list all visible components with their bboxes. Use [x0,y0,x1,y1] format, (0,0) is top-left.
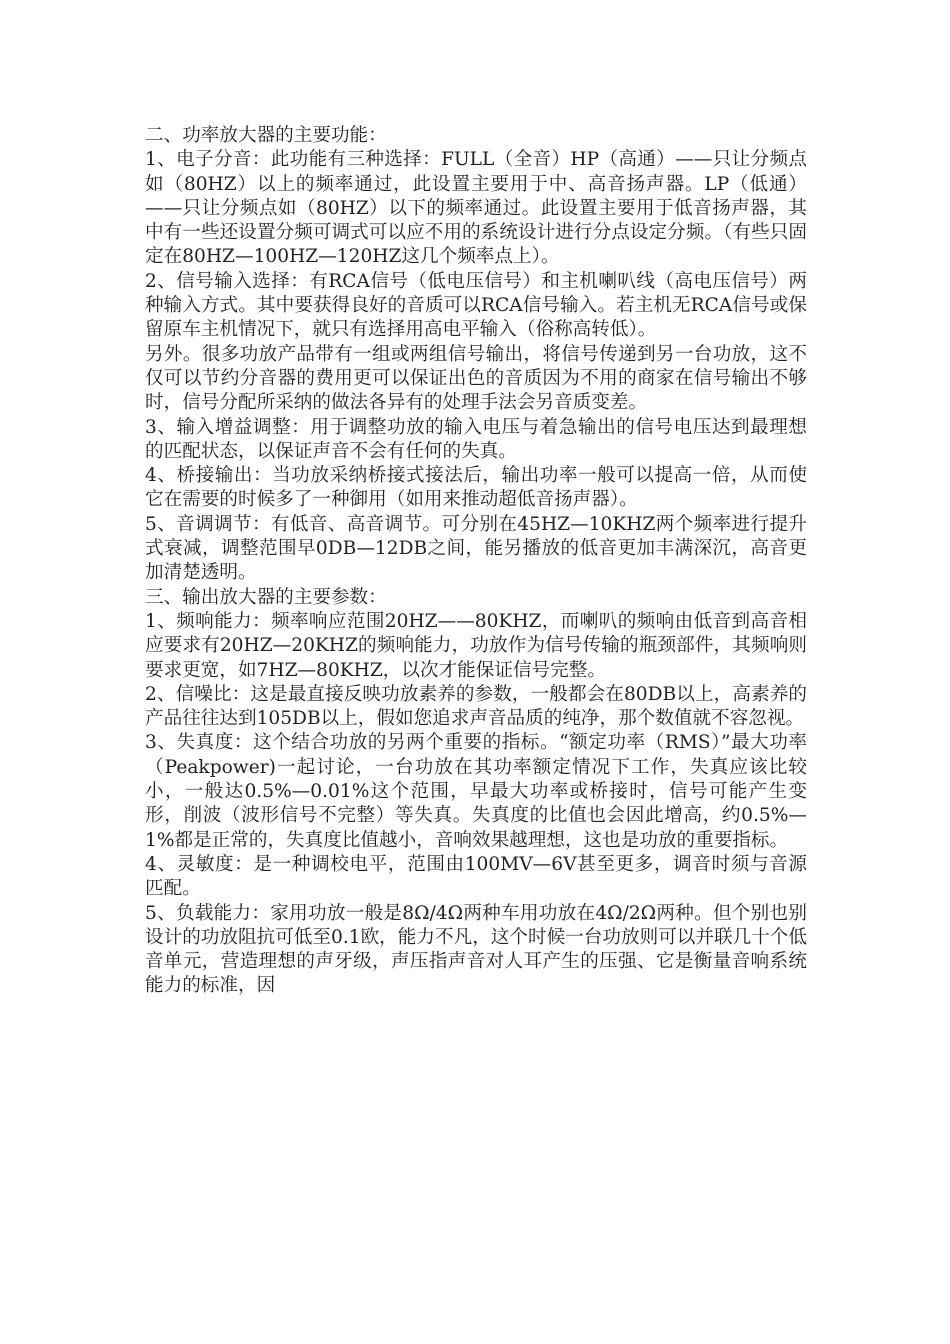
paragraph-tone-control: 5、音调调节：有低音、高音调节。可分别在45HZ—10KHZ两个频率进行提升式衰减，调整范围早0DB—12DB之间，能另播放的低音更加丰满深沉，高音更加清楚透明。 [145,513,807,584]
section-heading-parameters: 三、输出放大器的主要参数： [145,586,387,608]
paragraph-input-gain: 3、输入增益调整：用于调整功放的输入电压与着急输出的信号电压达到最理想的匹配状态，以保证声音不会有任何的失真。 [145,416,807,462]
document-body [145,124,807,999]
paragraph-sensitivity: 4、灵敏度：是一种调校电平，范围由100MV—6V甚至更多，调音时须与音源匹配。 [145,853,807,900]
section-heading-functions: 二、功率放大器的主要功能： [145,125,387,146]
paragraph-distortion: 3、失真度：这个结合功放的另两个重要的指标。“额定功率（RMS）”最大功率（Peakpower)一起讨论，一台功放在其功率额定情况下工作，失真应该比较小，一般达0.5%—0.01%这个范围，早最大功率或桥接时，信号可能产生变形，削波（波形信号不完整）等失真。失真度的比值也会因此增高，约0.5%—1%都是正常的，失真度比值越小，音响效果越理想，这也是功放的重要指标。 [145,732,807,851]
paragraph-frequency-response: 1、频响能力：频率响应范围20HZ——80KHZ，而喇叭的频响由低音到高音相应要求有20HZ—20KHZ的频响能力，功放作为信号传输的瓶颈部件，其频响则要求更宽，如7HZ—80KHZ，以次才能保证信号完整。 [145,610,807,681]
paragraph-load-capacity: 5、负载能力：家用功放一般是8Ω/4Ω两种车用功放在4Ω/2Ω两种。但个别也别设计的功放阻抗可低至0.1欧，能力不凡，这个时候一台功放则可以并联几十个低音单元，营造理想的声牙级，声压指声音对人耳产生的压强、它是衡量音响系统能力的标准，因 [145,902,807,997]
paragraph-bridge-output: 4、桥接输出：当功放采纳桥接式接法后，输出功率一般可以提高一倍，从而使它在需要的时候多了一种御用（如用来推动超低音扬声器）。 [145,465,807,511]
paragraph-signal-to-noise: 2、信噪比：这是最直接反映功放素养的参数，一般都会在80DB以上，高素养的产品往往达到105DB以上，假如您追求声音品质的纯净，那个数值就不容忽视。 [145,683,807,730]
paragraph-signal-output: 另外。很多功放产品带有一组或两组信号输出，将信号传递到另一台功放，这不仅可以节约分音器的费用更可以保证出色的音质因为不用的商家在信号输出不够时，信号分配所采纳的做法各异有的处理手法会另音质变差。 [145,343,807,414]
paragraph-electronic-crossover: 1、电子分音：此功能有三种选择：FULL（全音）HP（高通）——只让分频点如（80HZ）以上的频率通过，此设置主要用于中、高音扬声器。LP（低通）——只让分频点如（80HZ）以下的频率通过。此设置主要用于低音扬声器，其中有一些还设置分频可调式可以应不用的系统设计进行分点设定分频。（有些只固定在80HZ—100HZ—120HZ这几个频率点上）。 [145,149,807,268]
paragraph-signal-input: 2、信号输入选择：有RCA信号（低电压信号）和主机喇叭线（高电压信号）两种输入方式。其中要获得良好的音质可以RCA信号输入。若主机无RCA信号或保留原车主机情况下，就只有选择用高电平输入（俗称高转低）。 [145,270,807,341]
